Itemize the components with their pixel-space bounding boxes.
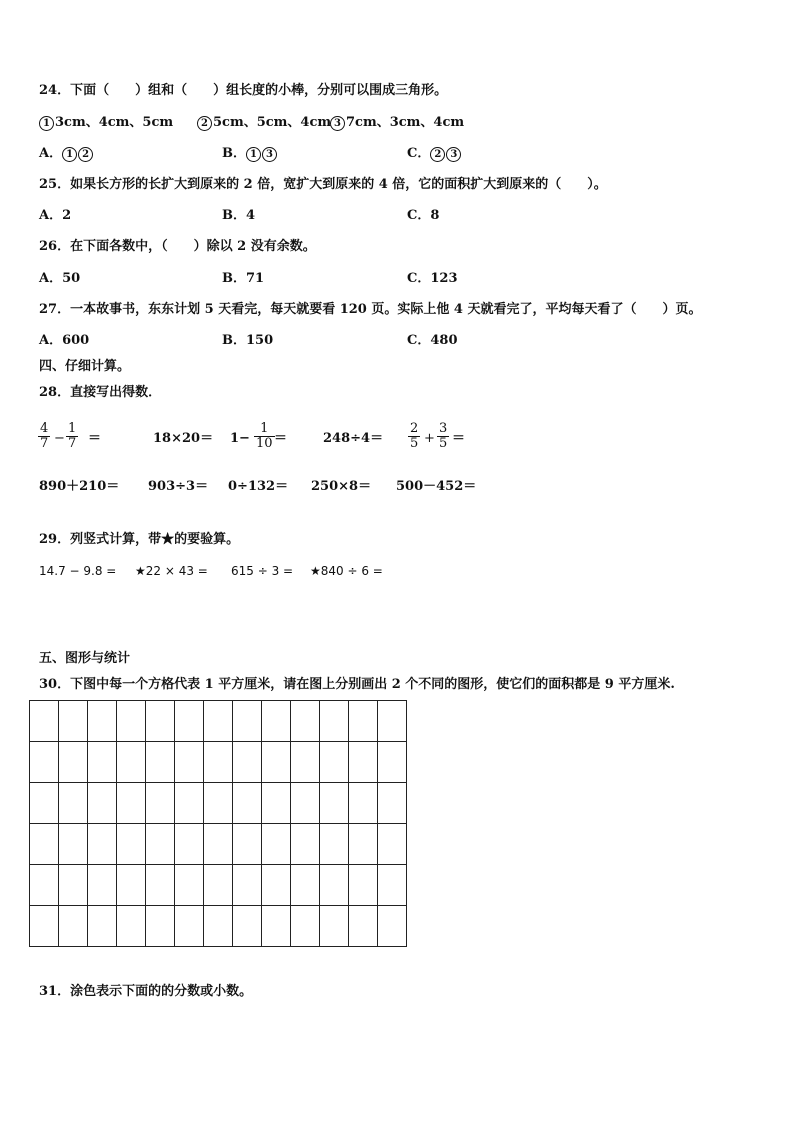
grid-cell[interactable]: [204, 783, 233, 824]
q29-expr-4: ★840 ÷ 6 =: [310, 564, 383, 578]
section-5-heading: 五、图形与统计: [39, 651, 131, 666]
grid-cell[interactable]: [117, 742, 146, 783]
q27-option-c[interactable]: C．480: [407, 333, 458, 348]
grid-cell[interactable]: [88, 906, 117, 947]
grid-cell[interactable]: [291, 906, 320, 947]
grid-cell[interactable]: [378, 783, 407, 824]
fraction-1-10: $\frac{1}{10}$: [256, 421, 273, 451]
grid-cell[interactable]: [146, 783, 175, 824]
grid-cell[interactable]: [233, 906, 262, 947]
grid-cell[interactable]: [233, 701, 262, 742]
fraction-3-5: $\frac{3}{5}$: [439, 421, 448, 451]
circled-number: 3: [262, 147, 277, 162]
q24-stem: 24．下面（ ）组和（ ）组长度的小棒，分别可以围成三角形。: [39, 83, 448, 98]
grid-cell[interactable]: [117, 783, 146, 824]
grid-cell[interactable]: [88, 865, 117, 906]
grid-cell[interactable]: [175, 865, 204, 906]
grid-row: [30, 783, 407, 824]
grid-cell[interactable]: [88, 783, 117, 824]
q24-group-2: 2 5cm、5cm、4cm: [197, 115, 331, 131]
circled-number: 1: [62, 147, 77, 162]
grid-cell[interactable]: [146, 742, 175, 783]
grid-cell[interactable]: [378, 824, 407, 865]
grid-cell[interactable]: [175, 824, 204, 865]
grid-cell[interactable]: [262, 783, 291, 824]
q28-stem: 28．直接写出得数．: [39, 385, 162, 400]
grid-row: [30, 742, 407, 783]
grid-cell[interactable]: [204, 824, 233, 865]
grid-cell[interactable]: [320, 742, 349, 783]
grid-cell[interactable]: [349, 783, 378, 824]
grid-cell[interactable]: [291, 865, 320, 906]
q26-option-a[interactable]: A．50: [39, 271, 81, 286]
expr-890plus210: 890＋210＝: [39, 479, 120, 494]
grid-cell[interactable]: [349, 742, 378, 783]
q27-option-a[interactable]: A．600: [39, 333, 90, 348]
grid-row: [30, 824, 407, 865]
circled-number: 3: [330, 116, 345, 131]
q29-expr-3: 615 ÷ 3 =: [231, 564, 294, 578]
grid-cell[interactable]: [233, 865, 262, 906]
grid-cell[interactable]: [262, 865, 291, 906]
grid-cell[interactable]: [320, 783, 349, 824]
grid-cell[interactable]: [349, 865, 378, 906]
grid-cell[interactable]: [59, 742, 88, 783]
grid-cell[interactable]: [262, 824, 291, 865]
circled-number: 1: [246, 147, 261, 162]
grid-cell[interactable]: [175, 783, 204, 824]
grid-cell[interactable]: [117, 906, 146, 947]
expr-248div4: 248÷4＝: [323, 431, 384, 446]
grid-cell[interactable]: [117, 865, 146, 906]
grid-cell[interactable]: [262, 701, 291, 742]
grid-cell[interactable]: [204, 742, 233, 783]
q25-stem: 25．如果长方形的长扩大到原来的 2 倍，宽扩大到原来的 4 倍，它的面积扩大到原来的（ ）。: [39, 177, 607, 192]
section-4-heading: 四、仔细计算。: [39, 359, 131, 374]
square-grid[interactable]: [29, 700, 407, 947]
q26-option-b[interactable]: B．71: [222, 271, 265, 286]
grid-cell[interactable]: [204, 701, 233, 742]
circled-number: 2: [78, 147, 93, 162]
q29-stem: 29．列竖式计算，带★的要验算。: [39, 532, 240, 547]
expr-250x8: 250×8＝: [311, 479, 372, 494]
q24-option-c[interactable]: C． 2 3: [407, 146, 462, 162]
grid-cell[interactable]: [117, 824, 146, 865]
grid-cell[interactable]: [204, 906, 233, 947]
q31-stem: 31．涂色表示下面的的分数或小数。: [39, 984, 253, 999]
q24-option-b[interactable]: B． 1 3: [222, 146, 278, 162]
q24-option-a[interactable]: A． 1 2: [39, 146, 94, 162]
grid-cell[interactable]: [378, 865, 407, 906]
equals-sign: ＝: [452, 431, 466, 446]
grid-cell[interactable]: [175, 742, 204, 783]
grid-cell[interactable]: [233, 783, 262, 824]
grid-cell[interactable]: [175, 906, 204, 947]
expr-1-minus: 1−: [230, 431, 250, 446]
grid-cell[interactable]: [30, 906, 59, 947]
grid-cell[interactable]: [30, 865, 59, 906]
q27-option-b[interactable]: B．150: [222, 333, 274, 348]
q26-option-c[interactable]: C．123: [407, 271, 458, 286]
grid-cell[interactable]: [30, 742, 59, 783]
circled-number: 2: [197, 116, 212, 131]
expr-18x20: 18×20＝: [153, 431, 214, 446]
grid-cell[interactable]: [59, 824, 88, 865]
fraction-1-7: $\frac{1}{7}$: [68, 421, 77, 451]
grid-cell[interactable]: [233, 824, 262, 865]
grid-cell[interactable]: [59, 701, 88, 742]
grid-cell[interactable]: [349, 824, 378, 865]
grid-cell[interactable]: [175, 701, 204, 742]
grid-cell[interactable]: [117, 701, 146, 742]
grid-row: [30, 865, 407, 906]
q25-option-a[interactable]: A．2: [39, 208, 72, 223]
grid-cell[interactable]: [59, 906, 88, 947]
grid-cell[interactable]: [291, 824, 320, 865]
grid-cell[interactable]: [291, 742, 320, 783]
grid-row: [30, 701, 407, 742]
grid-row: [30, 906, 407, 947]
expr-0div132: 0÷132＝: [228, 479, 289, 494]
grid-cell[interactable]: [88, 742, 117, 783]
q27-stem: 27．一本故事书，东东计划 5 天看完，每天就要看 120 页。实际上他 4 天就看完了，平均每天看了（ ）页。: [39, 302, 702, 317]
grid-cell[interactable]: [378, 742, 407, 783]
grid-cell[interactable]: [349, 701, 378, 742]
expr-903div3: 903÷3＝: [148, 479, 209, 494]
q29-expr-1: 14.7 − 9.8 =: [39, 564, 117, 578]
fraction-2-5: $\frac{2}{5}$: [410, 421, 419, 451]
grid-cell[interactable]: [88, 824, 117, 865]
grid-cell[interactable]: [59, 783, 88, 824]
grid-cell[interactable]: [146, 824, 175, 865]
q29-expr-2: ★22 × 43 =: [135, 564, 208, 578]
grid-cell[interactable]: [320, 865, 349, 906]
grid-cell[interactable]: [146, 701, 175, 742]
grid-cell[interactable]: [88, 701, 117, 742]
grid-cell[interactable]: [30, 783, 59, 824]
q25-option-c[interactable]: C．8: [407, 208, 440, 223]
q24-group-1: 1 3cm、4cm、5cm: [39, 115, 173, 131]
grid-cell[interactable]: [291, 701, 320, 742]
grid-cell[interactable]: [30, 701, 59, 742]
grid-cell[interactable]: [291, 783, 320, 824]
minus-sign: −: [54, 431, 65, 446]
q30-stem: 30．下图中每一个方格代表 1 平方厘米，请在图上分别画出 2 个不同的图形，使它们的面积都是 9 平方厘米.: [39, 677, 675, 692]
grid-cell[interactable]: [262, 906, 291, 947]
grid-cell[interactable]: [233, 742, 262, 783]
circled-number: 2: [430, 147, 445, 162]
grid-cell[interactable]: [349, 906, 378, 947]
grid-cell[interactable]: [146, 865, 175, 906]
grid-cell[interactable]: [378, 701, 407, 742]
equals-sign: ＝: [274, 431, 288, 446]
grid-cell[interactable]: [378, 906, 407, 947]
grid-cell[interactable]: [204, 865, 233, 906]
plus-sign: +: [424, 431, 435, 446]
grid-cell[interactable]: [59, 865, 88, 906]
grid-cell[interactable]: [262, 742, 291, 783]
grid-cell[interactable]: [320, 906, 349, 947]
grid-cell[interactable]: [320, 824, 349, 865]
circled-number: 3: [446, 147, 461, 162]
fraction-4-7: $\frac{4}{7}$: [40, 421, 49, 451]
grid-cell[interactable]: [146, 906, 175, 947]
expr-500minus452: 500－452＝: [396, 479, 477, 494]
circled-number: 1: [39, 116, 54, 131]
q26-stem: 26．在下面各数中，（ ）除以 2 没有余数。: [39, 239, 316, 254]
q25-option-b[interactable]: B．4: [222, 208, 256, 223]
equals-sign: ＝: [88, 431, 102, 446]
grid-cell[interactable]: [30, 824, 59, 865]
grid-cell[interactable]: [320, 701, 349, 742]
q24-group-3: 3 7cm、3cm、4cm: [330, 115, 464, 131]
